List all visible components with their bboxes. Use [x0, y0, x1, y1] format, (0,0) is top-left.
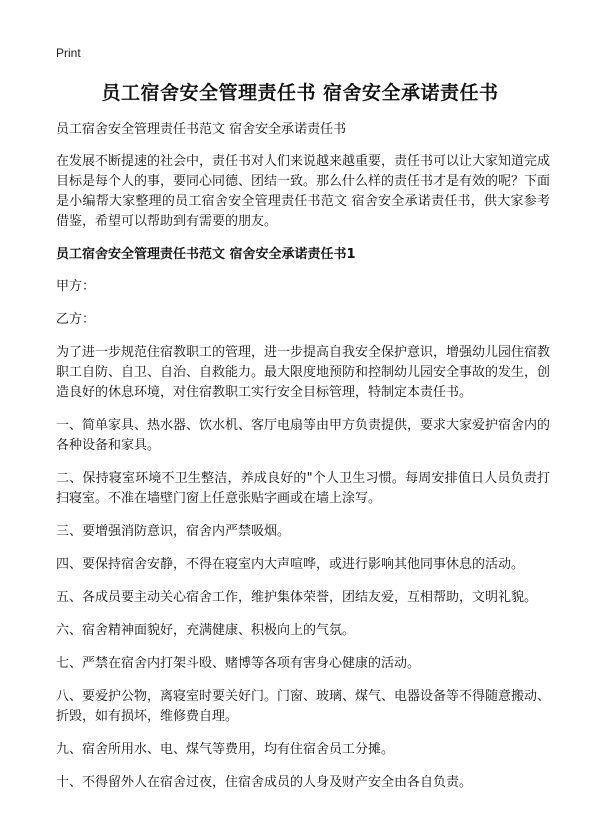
clause-paragraph: 四、要保持宿舍安静，不得在寝室内大声喧哗，或进行影响其他同事休息的活动。 [56, 557, 525, 572]
section-heading: 员工宿舍安全管理责任书范文 宿舍安全承诺责任书1 [56, 247, 356, 262]
clause-paragraph: 三、要增强消防意识，宿舍内严禁吸烟。 [56, 524, 291, 539]
party-a-line: 甲方： [56, 279, 96, 294]
clause-paragraph: 九、宿舍所用水、电、煤气等费用，均有住宿舍员工分摊。 [56, 742, 395, 757]
clause-paragraph: 七、严禁在宿舍内打架斗殴、赌博等各项有害身心健康的活动。 [56, 656, 421, 671]
clause-paragraph: 六、宿舍精神面貌好，充满健康、积极向上的气氛。 [56, 623, 356, 638]
document-subtitle: 员工宿舍安全管理责任书范文 宿舍安全承诺责任书 [56, 122, 347, 137]
document-title: 员工宿舍安全管理责任书 宿舍安全承诺责任书 [101, 82, 499, 104]
clause-paragraph: 五、各成员要主动关心宿舍工作，维护集体荣誉，团结友爱，互相帮助，文明礼貌。 [56, 590, 538, 605]
clause-paragraph: 二、保持寝室环境不卫生整洁，养成良好的"个人卫生习惯。每周安排值日人员负责打扫寝室。不准在墙壁门窗上任意张贴字画或在墙上涂写。 [56, 471, 550, 506]
clause-paragraph: 十、不得留外人在宿舍过夜，住宿舍成员的人身及财产安全由各自负责。 [56, 775, 473, 790]
print-label: Print [56, 46, 81, 60]
clause-paragraph: 八、要爱护公物，离寝室时要关好门。门窗、玻璃、煤气、电器设备等不得随意搬动、折毁，如有损坏，维修费自理。 [56, 689, 551, 724]
intro-paragraph: 在发展不断提速的社会中，责任书对人们来说越来越重要，责任书可以让大家知道完成目标是每个人的事，要同心同德、团结一致。那么什么样的责任书才是有效的呢？下面是小编帮大家整理的员工宿舍安全管理责任书范文 宿舍安全承诺责任书，供大家参考借鉴，希望可以帮助到有需要的朋友。 [56, 154, 551, 229]
document-body [56, 120, 550, 806]
purpose-paragraph: 为了进一步规范住宿教职工的管理，进一步提高自我安全保护意识，增强幼儿园住宿教职工自防、自卫、自治、自救能力。最大限度地预防和控制幼儿园安全事故的发生，创造良好的休息环境，对住宿教职工实行安全目标管理，特制定本责任书。 [56, 345, 551, 400]
party-b-line: 乙方： [56, 312, 96, 327]
clause-paragraph: 一、简单家具、热水器、饮水机、客厅电扇等由甲方负责提供，要求大家爱护宿舍内的各种设备和家具。 [56, 418, 551, 453]
